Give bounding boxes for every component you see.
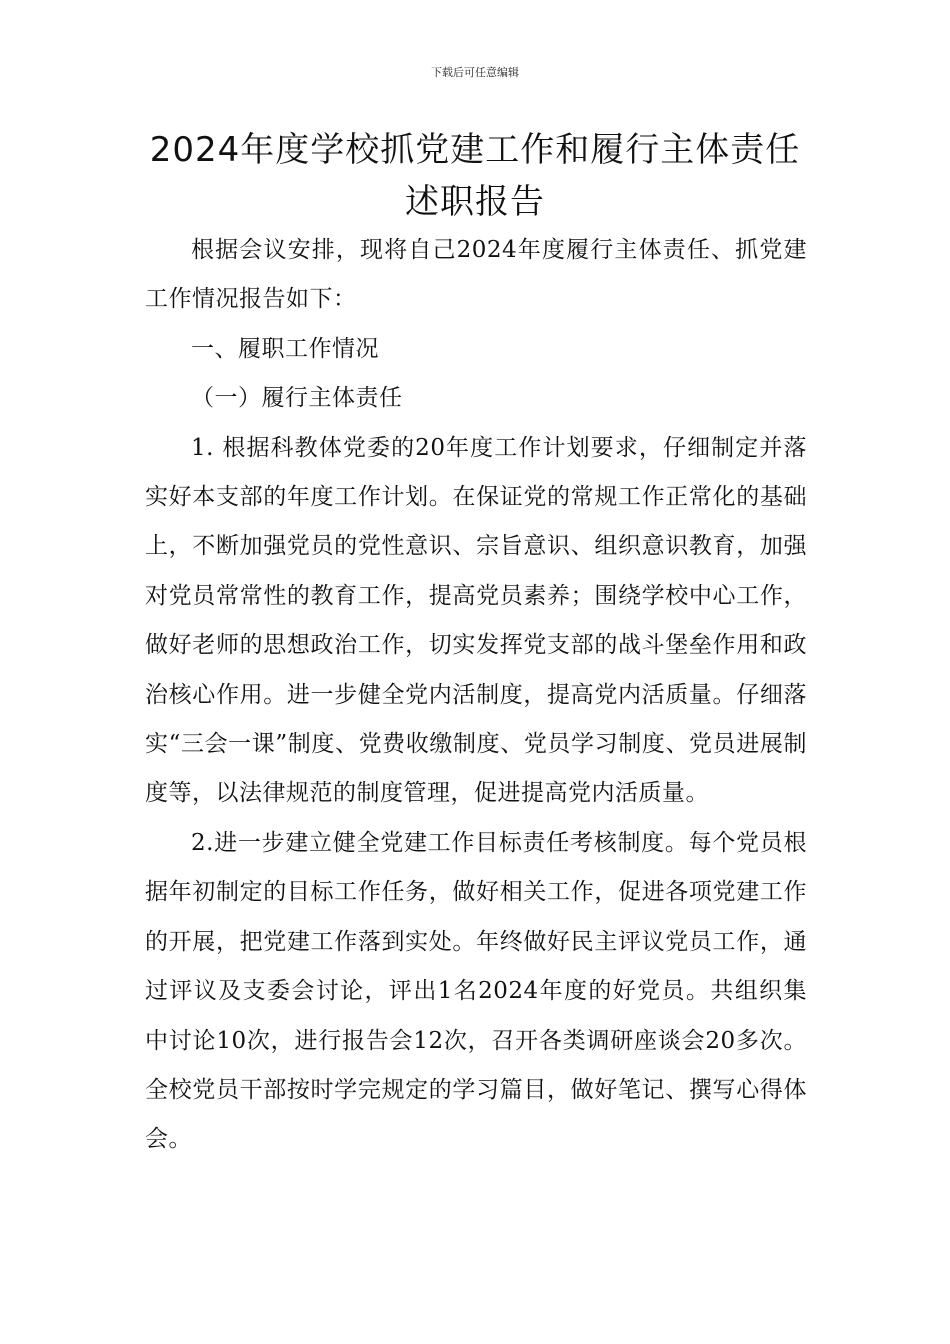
page-header-note: 下载后可任意编辑 [431, 66, 519, 79]
paragraph-1: 1. 根据科教体党委的20年度工作计划要求，仔细制定并落实好本支部的年度工作计划。在保证党的常规工作正常化的基础上，不断加强党员的党性意识、宗旨意识、组织意识教育，加强对党员常常性的教育工作，提高党员素养；围绕学校中心工作，做好老师的思想政治工作，切实发挥党支部的战斗堡垒作用和政治核心作用。进一步健全党内活制度，提高党内活质量。仔细落实“三会一课”制度、党费收缴制度、党员学习制度、党员进展制度等，以法律规范的制度管理，促进提高党内活质量。 [145, 434, 807, 807]
paragraph-2: 2.进一步建立健全党建工作目标责任考核制度。每个党员根据年初制定的目标工作任务，做好相关工作，促进各项党建工作的开展，把党建工作落到实处。年终做好民主评议党员工作，通过评议及支委会讨论，评出1名2024年度的好党员。共组织集中讨论10次，进行报告会12次，召开各类调研座谈会20多次。全校党员干部按时学完规定的学习篇目，做好笔记、撰写心得体会。 [145, 829, 807, 1153]
section-heading: 一、履职工作情况 [191, 335, 379, 362]
title-line-1: 2024年度学校抓党建工作和履行主体责任 [149, 130, 801, 170]
title-line-2: 述职报告 [405, 182, 545, 222]
subsection-heading: （一）履行主体责任 [191, 385, 403, 412]
document-body [145, 226, 807, 1165]
intro-paragraph: 根据会议安排，现将自己2024年度履行主体责任、抓党建工作情况报告如下： [145, 237, 807, 313]
document-title [0, 124, 950, 228]
